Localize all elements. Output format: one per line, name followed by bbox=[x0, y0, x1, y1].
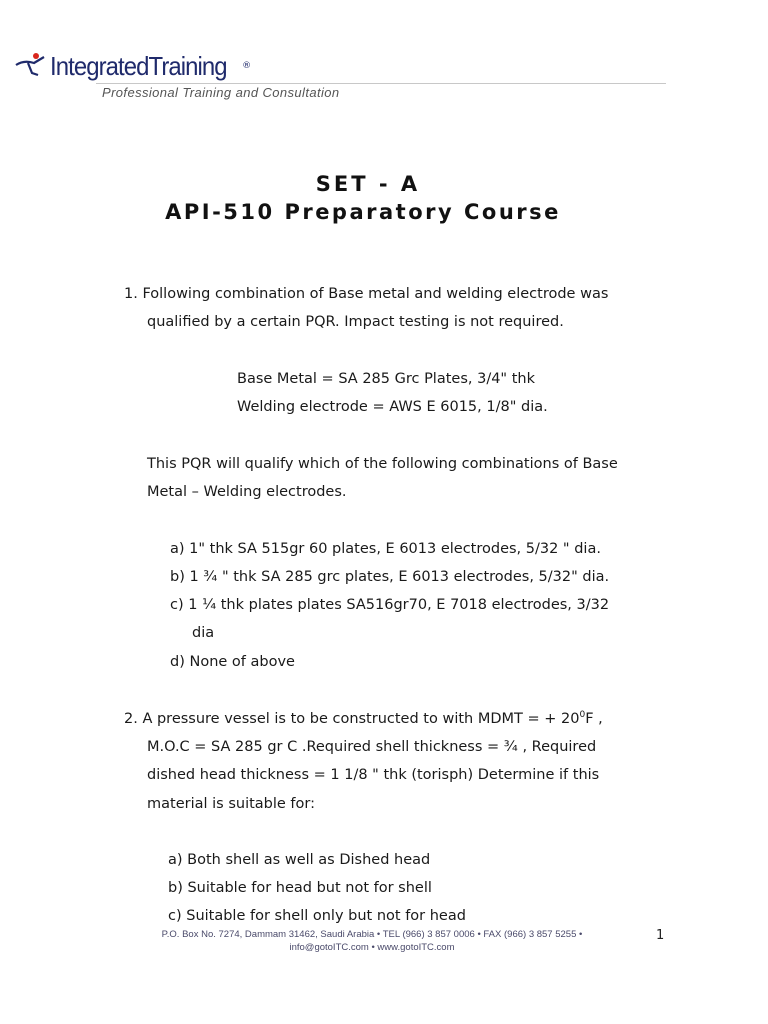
q1-option-d: d) None of above bbox=[170, 654, 295, 670]
q1-line-1: 1. Following combination of Base metal and welding electrode was bbox=[124, 286, 609, 302]
logo-figure-icon bbox=[14, 51, 46, 81]
q2-line-1-end: F , bbox=[585, 710, 603, 727]
q1-electrode: Welding electrode = AWS E 6015, 1/8" dia. bbox=[237, 399, 548, 415]
q2-line-3: dished head thickness = 1 1/8 " thk (torisph) Determine if this bbox=[147, 767, 600, 783]
q1-prompt-line-2: Metal – Welding electrodes. bbox=[147, 484, 347, 500]
q2-line-1 bbox=[124, 710, 603, 727]
footer-contact: info@gotoITC.com • www.gotoITC.com bbox=[289, 942, 455, 953]
q1-prompt-line-1: This PQR will qualify which of the following combinations of Base bbox=[147, 456, 618, 472]
q2-line-1-text: 2. A pressure vessel is to be constructed to with MDMT = + 20 bbox=[124, 710, 580, 727]
page-number: 1 bbox=[656, 928, 665, 943]
q2-degree-sup: 0 bbox=[579, 710, 586, 720]
q1-option-a: a) 1" thk SA 515gr 60 plates, E 6013 electrodes, 5/32 " dia. bbox=[170, 541, 601, 557]
q1-option-b: b) 1 ¾ " thk SA 285 grc plates, E 6013 electrodes, 5/32" dia. bbox=[170, 569, 610, 585]
logo-text: IntegratedTraining bbox=[50, 50, 227, 81]
tagline: Professional Training and Consultation bbox=[102, 85, 340, 100]
q2-line-2: M.O.C = SA 285 gr C .Required shell thickness = ¾ , Required bbox=[147, 739, 597, 755]
set-title: SET - A bbox=[315, 172, 421, 196]
company-logo bbox=[14, 46, 251, 86]
q1-option-c: c) 1 ¼ thk plates plates SA516gr70, E 7018 electrodes, 3/32 bbox=[170, 597, 610, 613]
q2-line-4: material is suitable for: bbox=[147, 796, 315, 812]
q1-line-2: qualified by a certain PQR. Impact testing is not required. bbox=[147, 314, 564, 330]
course-title: API-510 Preparatory Course bbox=[165, 200, 561, 224]
q2-option-a: a) Both shell as well as Dished head bbox=[168, 852, 431, 868]
header-divider bbox=[96, 83, 666, 84]
q2-option-c: c) Suitable for shell only but not for head bbox=[168, 908, 466, 924]
logo-registered-mark: ® bbox=[242, 61, 252, 71]
footer-address: P.O. Box No. 7274, Dammam 31462, Saudi Arabia • TEL (966) 3 857 0006 • FAX (966) 3 857 5255 • bbox=[161, 929, 583, 940]
q1-base-metal: Base Metal = SA 285 Grc Plates, 3/4" thk bbox=[237, 371, 535, 387]
q2-option-b: b) Suitable for head but not for shell bbox=[168, 880, 432, 896]
q1-option-c-continued: dia bbox=[192, 625, 215, 641]
